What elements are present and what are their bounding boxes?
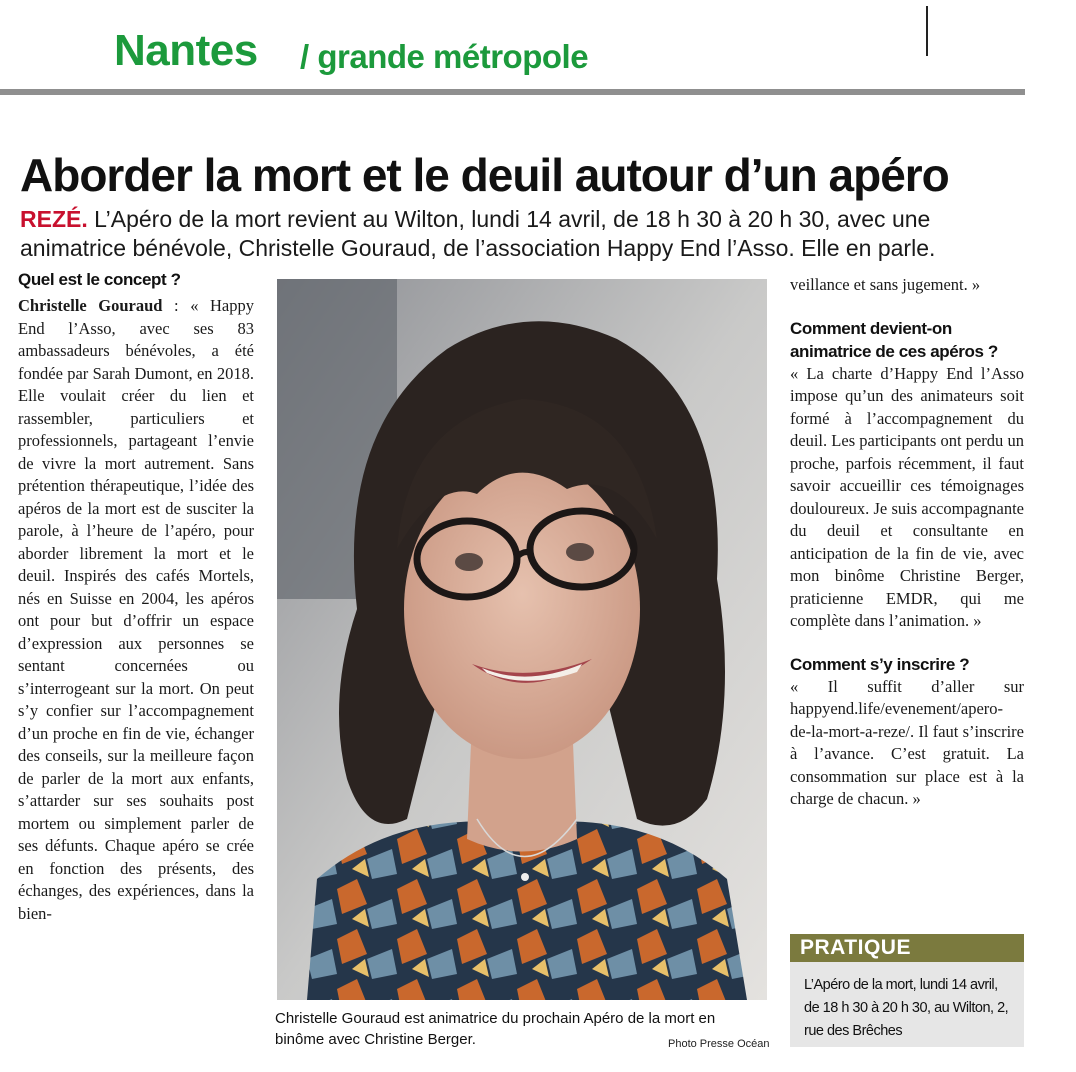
answer-1-text xyxy=(18,295,254,925)
portrait-image xyxy=(277,279,767,1000)
header-divider xyxy=(926,6,928,56)
section-subtitle: / grande métropole xyxy=(300,38,589,75)
pratique-title: PRATIQUE xyxy=(790,934,1024,962)
column-right xyxy=(790,274,1024,811)
column-left xyxy=(18,268,254,925)
lede-text: L’Apéro de la mort revient au Wilton, lundi 14 avril, de 18 h 30 à 20 h 30, avec une animatrice bénévole, Christelle Gouraud, de l’association Happy End l’Asso. Elle en parle. xyxy=(20,206,936,261)
photo-credit: Photo Presse Océan xyxy=(668,1038,770,1050)
section-city: Nantes xyxy=(114,26,258,75)
answer-1-continued: veillance et sans jugement. » xyxy=(790,275,981,294)
article-lede xyxy=(20,205,1020,263)
section-header xyxy=(0,0,1025,92)
dateline-place: REZÉ. xyxy=(20,206,88,232)
speaker-name: Christelle Gouraud xyxy=(18,296,163,315)
answer-1-body: : « Happy End l’Asso, avec ses 83 ambassadeurs bénévoles, a été fondée par Sarah Dumont, en 2018. Elle voulait créer du lien et rassembler, particuliers et professionnels, partageant l’envie de vivre la mort autrement. Sans prétention thérapeutique, l’idée des apéros de la mort est de susciter la parole, à l’heure de l’apéro, pour aborder librement la mort et le deuil. Inspirés des cafés Mortels, nés en Suisse en 2004, les apéros ont pour but d’offrir un espace d’expression aux personnes se sentant concernées ou s’interrogeant sur la mort. On peut s’y confier sur l’accompagnement d’un proche en fin de vie, échanger des conseils, sur la meilleure façon de parler de la mort aux enfants, s’attarder sur ses souhaits post mortem ou simplement parler de ses défunts. Chaque apéro se crée en fonction des présents, des échanges, des expériences, dans la bien- xyxy=(18,296,254,923)
portrait-photo xyxy=(277,279,767,1000)
question-1-heading: Quel est le concept ? xyxy=(18,270,181,289)
question-3-heading: Comment s’y inscrire ? xyxy=(790,654,970,674)
answer-2-text: « La charte d’Happy End l’Asso impose qu’un des animateurs soit formé à l’accompagnement du deuil. Les participants ont perdu un proche, parfois récemment, il faut savoir accueillir ces témoignages douloureux. Je suis accompagnante du deuil et consultante en anticipation de la fin de vie, avec mon binôme Christine Berger, praticienne EMDR, qui me complète dans l’animation. » xyxy=(790,363,1024,630)
answer-3-text: « Il suffit d’aller sur happyend.life/evenement/apero-de-la-mort-a-reze/. Il faut s’inscrire à l’avance. C’est gratuit. La consommation sur place est à la charge de chacun. » xyxy=(790,676,1024,808)
question-2-heading: Comment devient-on animatrice de ces apéros ? xyxy=(790,318,998,361)
article-headline: Aborder la mort et le deuil autour d’un apéro xyxy=(20,149,949,201)
header-rule xyxy=(0,89,1025,95)
photo-caption: Christelle Gouraud est animatrice du prochain Apéro de la mort en binôme avec Christine Berger. xyxy=(275,1010,716,1048)
pratique-text: L’Apéro de la mort, lundi 14 avril, de 18 h 30 à 20 h 30, au Wilton, 2, rue des Brêches xyxy=(790,962,1024,1047)
